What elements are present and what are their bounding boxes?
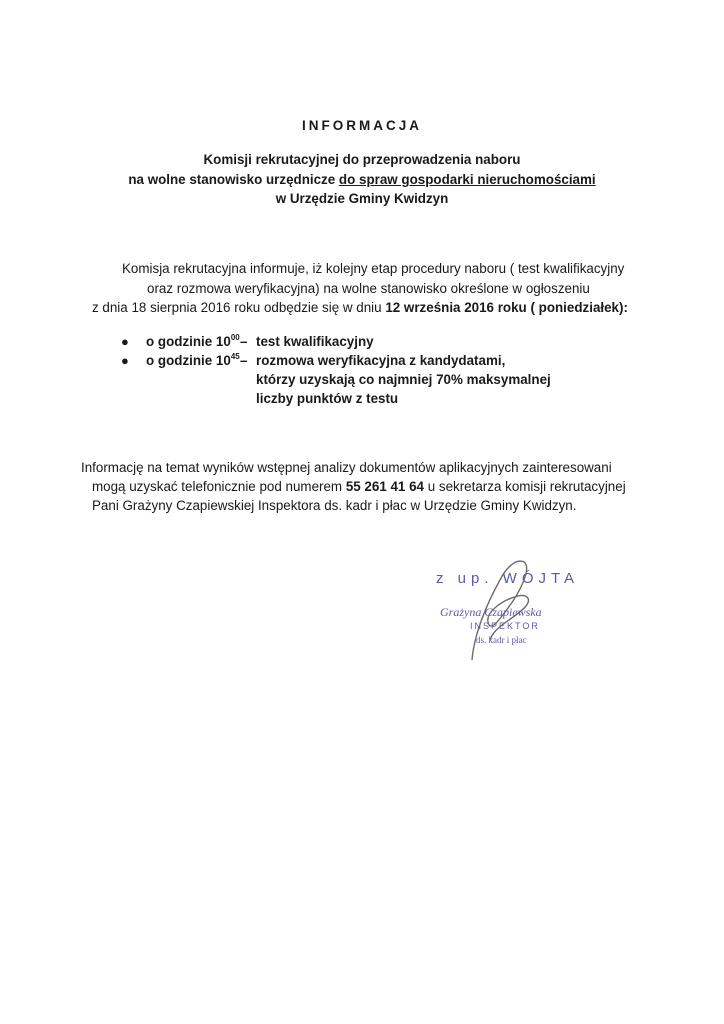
schedule-item-continuation: liczby punktów z testu	[256, 391, 399, 406]
closing-line-1: Informację na temat wyników wstępnej analizy dokumentów aplikacyjnych zainteresowani	[81, 460, 612, 475]
schedule-item-continuation: którzy uzyskają co najmniej 70% maksymalnej	[256, 372, 551, 387]
stamp-line-2: Grażyna Czapiewska	[440, 605, 542, 619]
closing-line-3: Pani Grażyny Czapiewskiej Inspektora ds. kadr i płac w Urzędzie Gminy Kwidzyn.	[92, 498, 577, 513]
subtitle-line-2-underlined: do spraw gospodarki nieruchomościami	[338, 172, 596, 187]
closing-line-2	[92, 479, 626, 495]
stamp-line-4: ds. kadr i płac	[476, 635, 527, 645]
schedule-item-time-sup: 45	[230, 351, 240, 361]
schedule-item-time	[146, 334, 240, 350]
subtitle-line-3: w Urzędzie Gminy Kwidzyn	[275, 191, 449, 206]
phone-number: 55 261 41 64	[345, 479, 424, 494]
stamp-line-1: z up. WÓJTA	[436, 570, 580, 587]
schedule-item-time-sup: 00	[230, 332, 240, 342]
schedule-item-time-label: o godzinie 10	[146, 353, 231, 368]
intro-line-1: Komisja rekrutacyjna informuje, iż kolejny etap procedury naboru ( test kwalifikacyjny	[122, 261, 625, 276]
schedule-item-time	[146, 353, 240, 369]
closing-line-2-prefix: mogą uzyskać telefonicznie pod numerem	[92, 479, 346, 494]
bullet-icon: ●	[121, 353, 129, 368]
subtitle-line-1: Komisji rekrutacyjnej do przeprowadzenia naboru	[203, 152, 521, 167]
stamp-line-3: INSPEKTOR	[470, 621, 540, 631]
official-stamp	[428, 550, 608, 670]
intro-line-3-prefix: z dnia 18 sierpnia 2016 roku odbędzie się w dniu	[92, 300, 386, 315]
closing-line-2-suffix: u sekretarza komisji rekrutacyjnej	[424, 479, 626, 494]
schedule-item-dash: –	[240, 353, 248, 368]
schedule-item-description: test kwalifikacyjny	[256, 334, 374, 349]
intro-line-2: oraz rozmowa weryfikacyjna) na wolne stanowisko określone w ogłoszeniu	[147, 281, 590, 296]
stamp-graphic	[428, 550, 608, 670]
subtitle-line-2	[0, 172, 724, 188]
intro-line-3-date: 12 września 2016 roku ( poniedziałek):	[385, 300, 628, 315]
document-title: INFORMACJA	[302, 118, 422, 133]
schedule-item-time-label: o godzinie 10	[146, 334, 231, 349]
schedule-item-description: rozmowa weryfikacyjna z kandydatami,	[256, 353, 506, 368]
subtitle-line-2-prefix: na wolne stanowisko urzędnicze	[128, 172, 339, 187]
intro-line-3	[92, 300, 628, 316]
bullet-icon: ●	[121, 334, 129, 349]
schedule-item-dash: –	[240, 334, 248, 349]
